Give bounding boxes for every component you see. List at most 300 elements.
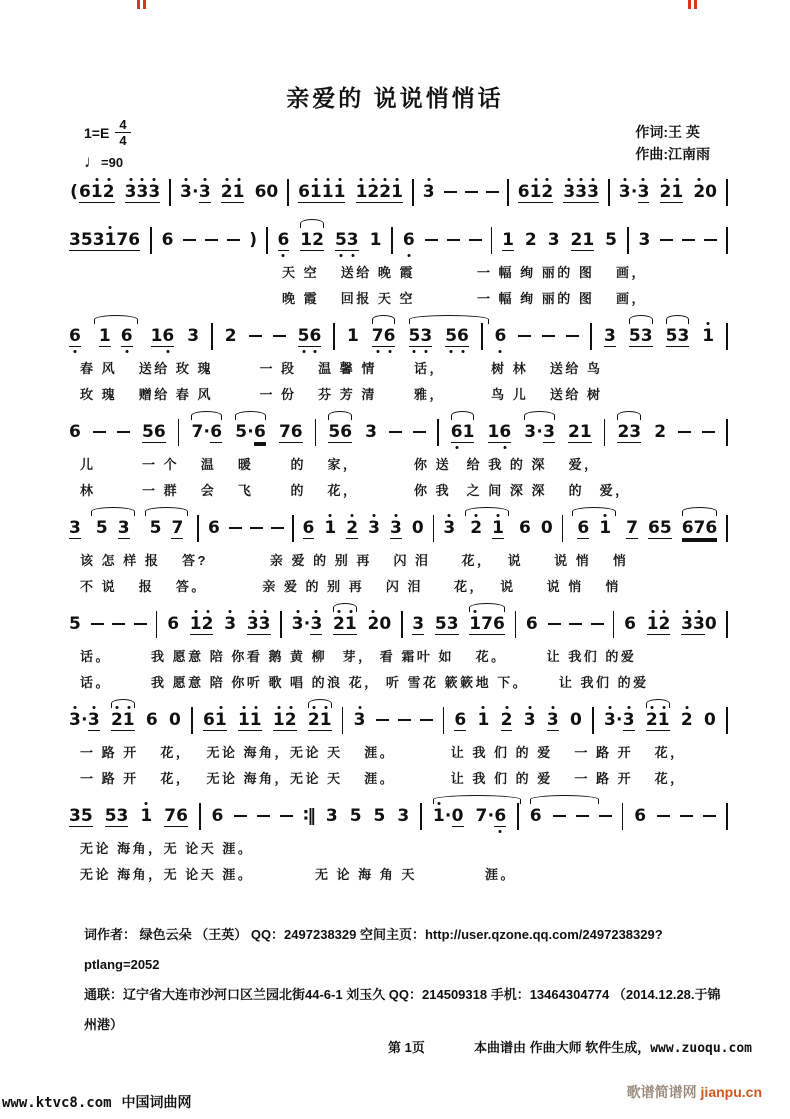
note: 5 — [659, 517, 672, 538]
barline — [613, 611, 615, 638]
note: 5 — [104, 805, 117, 826]
note: 2 — [224, 326, 237, 346]
note: 2 — [333, 613, 345, 634]
note: 6 — [69, 422, 81, 442]
red-registration-mark — [137, 0, 151, 9]
note-group — [701, 326, 715, 346]
note-group — [523, 710, 537, 730]
note: 6 — [577, 517, 590, 538]
notes-line — [64, 314, 732, 358]
note-group — [665, 326, 691, 347]
system-8 — [64, 794, 732, 890]
note: 3 — [640, 325, 653, 346]
dash — [469, 239, 482, 241]
credits-top — [635, 121, 710, 165]
lyrics-line: 林 一 群 会 飞 的 花， 你 我 之 间 深 深 的 爱， — [80, 483, 631, 498]
barline — [622, 803, 624, 830]
dash — [553, 815, 566, 817]
note: 6 — [492, 613, 505, 634]
note-group — [434, 614, 460, 635]
note-group — [638, 230, 652, 250]
note: 3 — [258, 613, 271, 634]
note-group — [680, 614, 718, 635]
author-contact-line: 词作者： 绿色云朵 （王英） QQ：2497238329 空间主页：http://user.qzone.qq.com/2497238329?ptlang=2052 — [84, 927, 663, 972]
note: 3 — [117, 517, 130, 538]
note-group — [166, 614, 180, 634]
note: 1 — [529, 181, 542, 202]
site-name-left: 中国词曲网 — [121, 1094, 192, 1110]
barline — [333, 323, 335, 350]
note: 0 — [569, 710, 582, 730]
note: · — [192, 181, 199, 202]
barline — [433, 515, 435, 542]
note-group — [529, 806, 543, 826]
notes-line — [64, 170, 732, 214]
note-group — [163, 806, 189, 827]
note: 2 — [658, 613, 671, 634]
note: 6 — [277, 229, 290, 250]
note: 6 — [128, 229, 141, 250]
dash — [566, 335, 579, 337]
notes-line — [64, 218, 732, 262]
note-group — [444, 326, 470, 347]
note: 2 — [654, 422, 667, 442]
note-group — [603, 710, 636, 731]
note: 3 — [692, 613, 705, 634]
dash — [183, 239, 196, 241]
note-group — [355, 182, 404, 203]
note: 5 — [95, 517, 108, 538]
dash — [227, 239, 240, 241]
note-group — [237, 710, 263, 731]
note: 2 — [645, 709, 658, 730]
dash — [413, 431, 426, 433]
note: 3 — [622, 709, 635, 730]
note: 3 — [524, 421, 537, 442]
composer-credit: 作曲:江南雨 — [635, 146, 710, 162]
barline — [491, 227, 493, 254]
barline — [562, 515, 564, 542]
lyrics-line: 无论 海角，无 论天 涯。 — [80, 841, 254, 856]
note-group — [411, 518, 425, 538]
note-group — [647, 518, 673, 539]
dash — [249, 335, 262, 337]
note: 7 — [191, 421, 204, 442]
note-group — [422, 182, 436, 202]
note: 5 — [373, 806, 386, 826]
note: 6 — [634, 806, 647, 826]
note: 2 — [367, 181, 380, 202]
note-group — [349, 806, 363, 826]
note: 0 — [704, 613, 717, 634]
note: 3 — [69, 517, 81, 538]
note-group — [104, 806, 130, 827]
barline — [604, 419, 606, 446]
note: 1 — [321, 181, 334, 202]
system-5 — [64, 506, 732, 602]
note: 5 — [297, 325, 310, 346]
barline — [517, 803, 519, 830]
note: 3 — [397, 806, 410, 826]
note: 3 — [198, 181, 211, 202]
note: 5 — [628, 325, 641, 346]
note-group — [302, 518, 316, 539]
barline — [391, 227, 393, 254]
note: 5 — [349, 806, 362, 826]
note-group — [364, 422, 378, 442]
note: 1 — [657, 709, 670, 730]
dash — [599, 815, 612, 817]
note-group — [68, 614, 82, 634]
note: 5 — [328, 421, 341, 442]
note: 6 — [207, 518, 220, 538]
note: 2 — [541, 181, 554, 202]
note: 1 — [324, 518, 337, 538]
note-group — [68, 182, 116, 203]
note-group — [645, 710, 671, 731]
note: 3 — [224, 614, 237, 634]
note-group — [369, 230, 383, 250]
note: 3 — [69, 709, 81, 730]
note-group — [254, 182, 280, 202]
note: 3 — [677, 325, 690, 346]
note-group — [145, 710, 159, 730]
note-group — [487, 422, 513, 443]
note: 6 — [120, 325, 133, 346]
note-group — [468, 614, 506, 635]
note: 1 — [469, 613, 482, 634]
note-group — [68, 710, 101, 731]
note: 6 — [402, 230, 415, 250]
note: 1 — [90, 181, 103, 202]
note-group — [523, 422, 556, 443]
barline — [726, 323, 728, 350]
barline — [443, 707, 445, 734]
note: 1 — [150, 325, 163, 346]
barline — [437, 419, 439, 446]
key-signature — [84, 118, 131, 172]
barline — [401, 611, 403, 638]
barline — [726, 179, 728, 206]
note-group — [327, 422, 353, 443]
note: 6 — [340, 421, 353, 442]
dash — [234, 815, 247, 817]
dash — [702, 431, 715, 433]
postal-contact-line: 通联：辽宁省大连市沙河口区兰园北街44-6-1 刘玉久 QQ：214509318 手机：13464304774 （2014.12.28.于锦州港） — [84, 987, 721, 1032]
note: 6 — [254, 182, 267, 202]
note: 6 — [517, 181, 530, 202]
note: 1 — [272, 709, 285, 730]
note-group — [371, 326, 397, 347]
note: 1 — [319, 709, 332, 730]
note: 6 — [167, 614, 180, 634]
note: 6 — [525, 614, 538, 634]
note: ( — [70, 181, 78, 202]
note-group — [633, 806, 647, 826]
note-group — [278, 422, 304, 443]
note: 1 — [432, 805, 445, 826]
note: 0 — [379, 614, 392, 634]
lyrics-line: 玫 瑰 赠给 春 风 一 份 芬 芳 清 雅， 鸟 儿 送给 树 — [80, 387, 603, 402]
note-group — [366, 614, 392, 634]
dash — [257, 815, 270, 817]
note: 3 — [346, 229, 359, 250]
note: 1 — [579, 421, 592, 442]
barline — [191, 707, 193, 734]
quarter-note-icon: ♩ — [84, 152, 101, 171]
note: 6 — [494, 326, 507, 346]
note: 3 — [629, 421, 642, 442]
barline — [726, 227, 728, 254]
note: 6 — [624, 614, 636, 634]
dash — [569, 623, 582, 625]
note-group — [680, 710, 694, 730]
note-group — [411, 614, 425, 635]
dash — [398, 719, 411, 721]
barline — [608, 179, 610, 206]
note: 5 — [665, 325, 678, 346]
note-group — [659, 182, 685, 203]
note: 6 — [519, 518, 531, 538]
note: 1 — [344, 613, 357, 634]
note: · — [630, 181, 638, 202]
note-group — [518, 518, 532, 538]
note: 1 — [104, 229, 117, 250]
note: 6 — [69, 325, 81, 346]
note-group — [272, 710, 298, 731]
lyricist-credit: 作词:王 英 — [635, 124, 700, 140]
note: 6 — [681, 517, 694, 538]
dash — [425, 239, 438, 241]
dash — [704, 239, 717, 241]
note: 2 — [312, 229, 324, 250]
note: 1 — [249, 709, 262, 730]
note: 7 — [475, 805, 488, 826]
note: 3 — [124, 181, 137, 202]
barline — [197, 515, 199, 542]
system-7 — [64, 698, 732, 794]
note: · — [444, 805, 452, 826]
red-registration-mark — [688, 0, 702, 9]
dash — [680, 815, 693, 817]
note: 6 — [529, 806, 542, 826]
lyrics-line: 一 路 开 花， 无论 海角，无论 天 涯。 让 我 们 的 爱 一 路 开 花， — [80, 771, 686, 786]
note: 2 — [693, 182, 706, 202]
lyrics-line: 该 怎 样 报 答? 亲 爱 的 别 再 闪 泪 花， 说 说 悄 悄 — [80, 553, 629, 568]
dash — [250, 527, 263, 529]
note: 6 — [454, 709, 467, 730]
note: 0 — [703, 710, 716, 730]
note: 5 — [149, 517, 162, 538]
note: 3 — [353, 710, 366, 730]
note-group — [501, 230, 515, 251]
barline — [292, 515, 294, 542]
barline — [726, 515, 728, 542]
note: 0 — [705, 182, 717, 202]
note-group — [546, 710, 560, 731]
note: 3 — [618, 181, 631, 202]
note-group — [477, 710, 491, 730]
note: 2 — [617, 421, 630, 442]
note-group — [291, 614, 324, 635]
key-label: 1=E — [84, 124, 110, 141]
note: 2 — [570, 229, 583, 250]
note: 2 — [201, 613, 214, 634]
dash — [518, 335, 531, 337]
note: 6 — [202, 709, 215, 730]
barline — [412, 179, 414, 206]
barline — [726, 611, 728, 638]
note-group — [90, 518, 136, 539]
notes-line — [64, 698, 732, 742]
dash — [134, 623, 147, 625]
note-group — [68, 326, 82, 347]
note: 6 — [499, 421, 512, 442]
note-group — [450, 422, 476, 443]
note-group — [68, 518, 82, 539]
note: 7 — [278, 421, 291, 442]
note: 6 — [162, 325, 175, 346]
note-group — [402, 230, 416, 250]
note: 3 — [681, 613, 693, 634]
note-group — [68, 230, 141, 251]
note: 1 — [333, 181, 346, 202]
note-group — [432, 806, 465, 827]
note: 1 — [140, 806, 153, 826]
note-group — [525, 614, 539, 634]
note: 3 — [390, 517, 402, 538]
note: 7 — [626, 517, 638, 538]
note-group — [277, 230, 291, 251]
note: · — [487, 805, 495, 826]
note: 6 — [302, 517, 315, 538]
note: 3 — [523, 710, 536, 730]
note-group — [517, 182, 555, 203]
note: · — [203, 421, 211, 442]
note: 5 — [408, 325, 421, 346]
note-group — [224, 326, 238, 346]
note: 1 — [646, 613, 659, 634]
note: 2 — [659, 181, 672, 202]
note: 1 — [355, 181, 368, 202]
note: 6 — [647, 517, 660, 538]
notes-line — [64, 794, 732, 838]
note: 1 — [237, 709, 250, 730]
note: 1 — [98, 325, 111, 346]
note: 1 — [214, 709, 227, 730]
note: · — [303, 613, 311, 634]
note: 6 — [457, 325, 469, 346]
note: 7 — [164, 805, 177, 826]
note: 2 — [500, 709, 513, 730]
generator-site-url: www.zuoqu.com — [650, 1041, 752, 1056]
note: · — [616, 709, 623, 730]
note-group — [353, 710, 367, 730]
note-group — [139, 806, 153, 826]
note-group — [299, 230, 325, 251]
note: 3 — [246, 613, 259, 634]
note: 1 — [671, 181, 684, 202]
dash — [576, 815, 589, 817]
dash — [465, 191, 478, 193]
generator-note: 本曲谱由 作曲大师 软件生成，www.zuoqu.com — [474, 1040, 752, 1056]
dash — [229, 527, 242, 529]
watermark-right — [627, 1082, 762, 1102]
note: 3 — [603, 709, 616, 730]
dash — [420, 719, 433, 721]
note: 7 — [693, 517, 706, 538]
note: 1 — [487, 421, 500, 442]
note-group — [616, 422, 642, 443]
note: 7 — [481, 613, 493, 634]
note-group — [189, 614, 215, 635]
note: 2 — [379, 181, 392, 202]
dash — [91, 623, 104, 625]
note-group — [234, 422, 267, 443]
dash — [389, 431, 402, 433]
barline — [315, 419, 317, 446]
note: 0 — [540, 518, 553, 538]
note: 3 — [422, 182, 435, 202]
barline — [280, 611, 282, 638]
note: 3 — [365, 422, 377, 442]
barline — [287, 179, 289, 206]
dash — [376, 719, 389, 721]
system-6 — [64, 602, 732, 698]
note-group — [653, 422, 667, 442]
note-group — [603, 326, 617, 347]
note-group — [475, 806, 508, 827]
song-title: 亲爱的 说说悄悄话 — [286, 85, 504, 111]
note: 6 — [176, 805, 188, 826]
note: 3 — [87, 709, 100, 730]
note: 3 — [148, 181, 161, 202]
notes-line — [64, 506, 732, 550]
note: 7 — [171, 517, 184, 538]
note-group — [571, 518, 617, 539]
system-1 — [64, 170, 732, 218]
note: 2 — [367, 614, 380, 634]
note: · — [536, 421, 543, 442]
dash — [205, 239, 218, 241]
lyrics-line: 春 风 送给 玫 瑰 一 段 温 馨 情 话， 树 林 送给 鸟 — [80, 361, 603, 376]
note: 5 — [445, 325, 458, 346]
note: 0 — [169, 710, 181, 730]
dash — [548, 623, 561, 625]
note: 3 — [136, 181, 149, 202]
note: 5 — [235, 421, 248, 442]
note: 3 — [443, 518, 456, 538]
note-group — [161, 230, 175, 250]
lyrics-line: 晚 霞 回报 天 空 一 幅 绚 丽的 图 画， — [282, 291, 648, 306]
barline — [726, 707, 728, 734]
barline — [507, 179, 509, 206]
note: 0 — [451, 805, 464, 826]
dash — [117, 431, 130, 433]
note: 6 — [79, 181, 91, 202]
note-group — [703, 710, 717, 730]
dash — [678, 431, 691, 433]
note: 3 — [420, 325, 433, 346]
site-url-left: www.ktvc8.com — [2, 1095, 112, 1111]
contact-block — [84, 920, 730, 1040]
barline — [420, 803, 422, 830]
note: 2 — [284, 709, 297, 730]
note-group — [681, 518, 719, 539]
note: 2 — [102, 181, 115, 202]
system-3 — [64, 314, 732, 410]
notes-line — [64, 410, 732, 454]
